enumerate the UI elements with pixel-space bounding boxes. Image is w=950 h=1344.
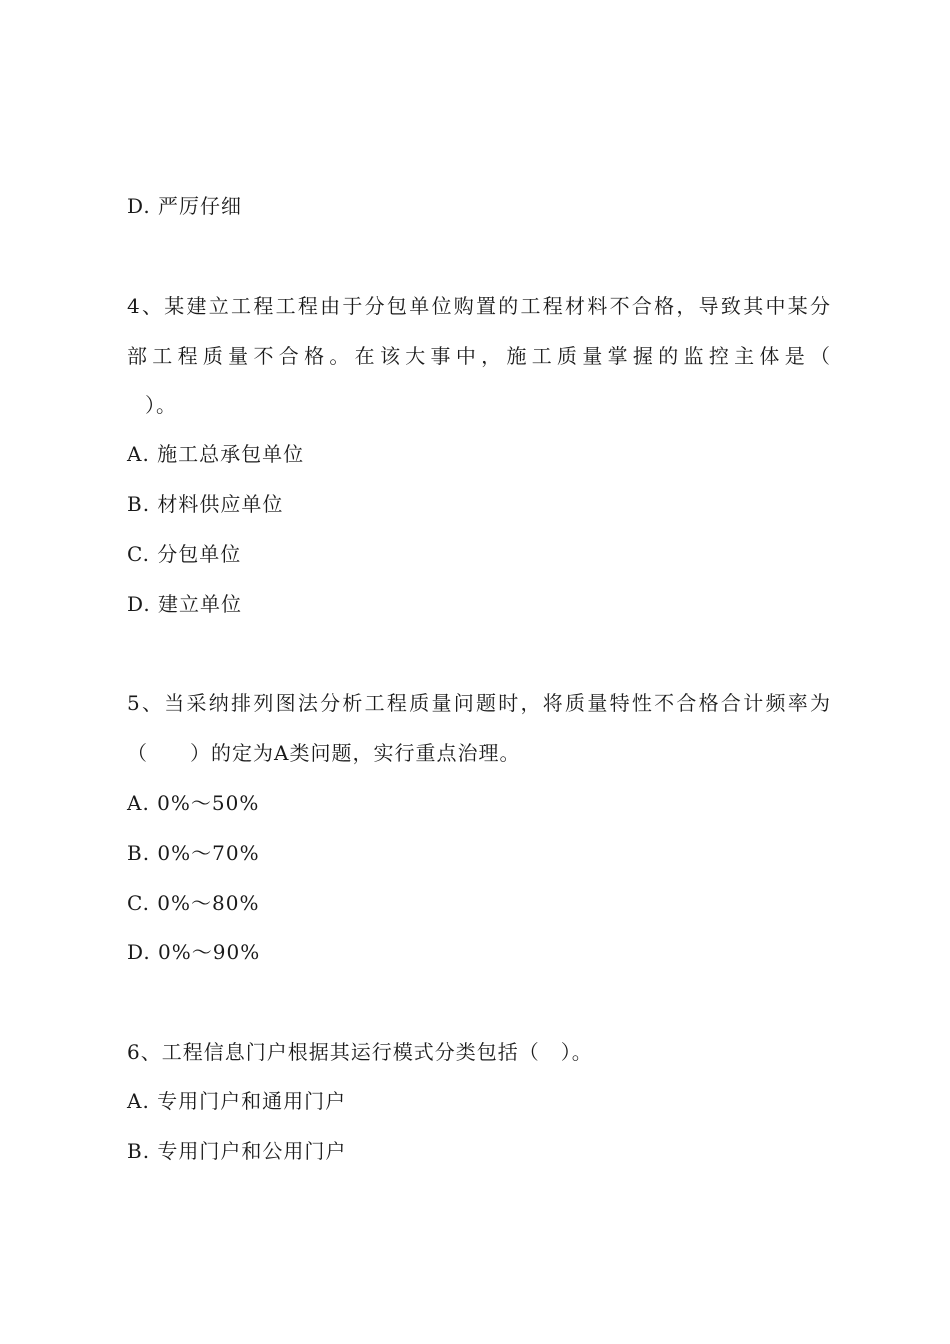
q4-option-b: B. 材料供应单位 <box>127 492 284 516</box>
q4-option-c: C. 分包单位 <box>127 542 242 566</box>
q5-option-a: A. 0%～50% <box>127 791 260 815</box>
q6-option-a: A. 专用门户和通用门户 <box>127 1089 347 1113</box>
q6-stem-line-1: 6、工程信息门户根据其运行模式分类包括（ ）。 <box>127 1040 593 1064</box>
q5-option-c: C. 0%～80% <box>127 891 260 915</box>
q6-option-b: B. 专用门户和公用门户 <box>127 1139 347 1163</box>
q5-stem-line-1: 5、当采纳排列图法分析工程质量问题时，将质量特性不合格合计频率为 <box>127 691 830 715</box>
q4-option-d: D. 建立单位 <box>127 592 243 616</box>
q5-stem-line-2: （ ）的定为A类问题，实行重点治理。 <box>127 741 521 765</box>
q5-option-d: D. 0%～90% <box>127 940 261 964</box>
q4-option-a: A. 施工总承包单位 <box>127 442 305 466</box>
q4-stem-line-2: 部工程质量不合格。在该大事中，施工质量掌握的监控主体是（ <box>127 344 830 368</box>
q4-stem-line-1: 4、某建立工程工程由于分包单位购置的工程材料不合格，导致其中某分 <box>127 294 830 318</box>
q3-option-d: D. 严厉仔细 <box>127 194 243 218</box>
q4-stem-line-3: ）。 <box>145 393 177 417</box>
q5-option-b: B. 0%～70% <box>127 841 260 865</box>
